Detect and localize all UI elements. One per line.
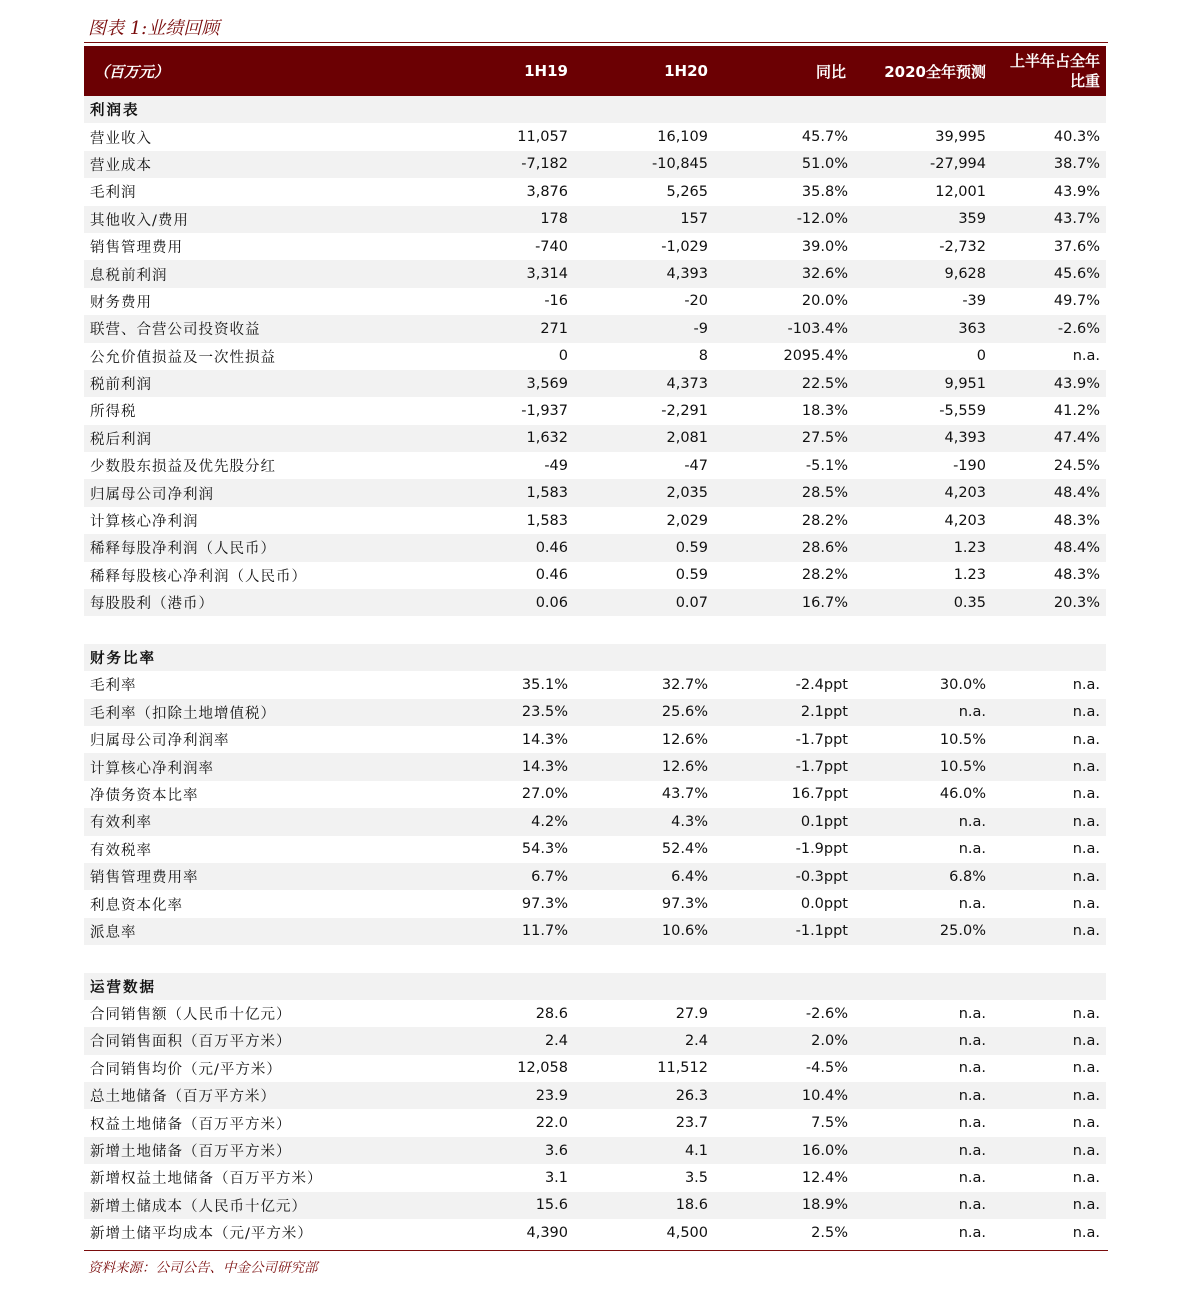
cell-2020-forecast: 359 [958,211,986,228]
cell-h1-share: 48.4% [1053,485,1100,502]
cell-h1-share: 48.3% [1053,567,1100,584]
cell-1h19: 1,632 [526,430,568,447]
cell-1h19: 1,583 [526,485,568,502]
cell-2020-forecast: 12,001 [935,183,986,200]
table-row [84,699,1106,726]
cell-1h20: 4.1 [684,1142,708,1159]
cell-1h20: 27.9 [675,1005,708,1022]
table-row [84,589,1106,616]
cell-h1-share: 20.3% [1053,594,1100,611]
cell-2020-forecast: 1.23 [953,567,986,584]
table-row [84,1027,1106,1054]
row-label: 营业收入 [90,130,152,147]
cell-yoy: 2.1ppt [800,704,848,721]
cell-yoy: 28.6% [801,539,848,556]
row-label: 归属母公司净利润率 [90,733,230,750]
cell-yoy: 2.5% [811,1224,848,1241]
cell-1h19: 3.1 [544,1169,568,1186]
cell-1h19: 12,058 [517,1060,568,1077]
header-unit-label: （百万元） [94,62,170,81]
cell-h1-share: n.a. [1072,841,1100,858]
table-header [84,46,1106,96]
cell-yoy: -2.4ppt [795,676,848,693]
table-row [84,1192,1106,1219]
cell-2020-forecast: 0 [976,348,986,365]
cell-2020-forecast: n.a. [958,704,986,721]
header-col-1h20: 1H20 [664,62,708,80]
table-row [84,1219,1106,1246]
cell-1h19: 271 [540,320,568,337]
cell-2020-forecast: n.a. [958,1005,986,1022]
cell-1h19: 0.46 [535,539,568,556]
table-row [84,918,1106,945]
cell-1h20: 2.4 [684,1032,708,1049]
cell-yoy: 20.0% [801,293,848,310]
cell-1h20: 23.7 [675,1115,708,1132]
cell-h1-share: 38.7% [1053,156,1100,173]
cell-yoy: 32.6% [801,266,848,283]
cell-1h20: -2,291 [661,402,708,419]
cell-1h19: 97.3% [521,896,568,913]
row-label: 每股股利（港币） [90,596,214,613]
cell-h1-share: n.a. [1072,1197,1100,1214]
row-label: 有效税率 [90,842,152,859]
spacer-row [84,945,1106,972]
cell-yoy: -4.5% [805,1060,848,1077]
cell-h1-share: n.a. [1072,813,1100,830]
cell-h1-share: 45.6% [1053,266,1100,283]
cell-1h20: 4.3% [671,813,708,830]
cell-yoy: 27.5% [801,430,848,447]
table-body [84,96,1106,1246]
table-row [84,1055,1106,1082]
row-label: 营业成本 [90,157,152,174]
cell-1h19: 0.46 [535,567,568,584]
cell-1h20: -10,845 [652,156,708,173]
cell-h1-share: 49.7% [1053,293,1100,310]
cell-h1-share: n.a. [1072,923,1100,940]
cell-h1-share: n.a. [1072,786,1100,803]
row-label: 销售管理费用率 [90,870,199,887]
cell-h1-share: n.a. [1072,1224,1100,1241]
bottom-divider [84,1250,1108,1251]
cell-1h19: 15.6 [535,1197,568,1214]
cell-yoy: 51.0% [801,156,848,173]
row-label: 毛利率（扣除土地增值税） [90,705,276,722]
row-label: 稀释每股净利润（人民币） [90,541,276,558]
cell-h1-share: n.a. [1072,1032,1100,1049]
table-row [84,425,1106,452]
cell-h1-share: n.a. [1072,896,1100,913]
row-label: 净债务资本比率 [90,787,199,804]
cell-1h19: -740 [535,238,568,255]
cell-2020-forecast: 4,393 [944,430,986,447]
cell-yoy: 22.5% [801,375,848,392]
table-row [84,452,1106,479]
table-row [84,288,1106,315]
cell-1h20: 4,393 [666,266,708,283]
cell-1h20: 12.6% [661,731,708,748]
row-label: 公允价值损益及一次性损益 [90,349,276,366]
cell-1h19: 11.7% [521,923,568,940]
cell-1h19: 54.3% [521,841,568,858]
section-title: 利润表 [90,103,140,120]
cell-1h20: 18.6 [675,1197,708,1214]
row-label: 利息资本化率 [90,897,183,914]
table-row [84,1164,1106,1191]
cell-2020-forecast: 9,628 [944,266,986,283]
cell-yoy: 2.0% [811,1032,848,1049]
row-label: 新增土地储备（百万平方米） [90,1144,292,1161]
cell-1h20: 157 [680,211,708,228]
cell-2020-forecast: -5,559 [939,402,986,419]
cell-h1-share: n.a. [1072,1087,1100,1104]
row-label: 毛利润 [90,185,137,202]
cell-2020-forecast: 10.5% [939,731,986,748]
cell-1h19: 3,569 [526,375,568,392]
row-label: 少数股东损益及优先股分红 [90,459,276,476]
cell-2020-forecast: -27,994 [930,156,986,173]
header-col-yoy: 同比 [815,62,846,81]
cell-yoy: 18.9% [801,1197,848,1214]
cell-1h20: 10.6% [661,923,708,940]
table-row [84,753,1106,780]
table-row [84,343,1106,370]
cell-1h20: 2,081 [666,430,708,447]
cell-h1-share: n.a. [1072,759,1100,776]
cell-yoy: 16.7% [801,594,848,611]
table-row [84,123,1106,150]
cell-1h19: 3,314 [526,266,568,283]
cell-yoy: 16.0% [801,1142,848,1159]
row-label: 税前利润 [90,377,152,394]
cell-h1-share: n.a. [1072,1005,1100,1022]
table-row [84,233,1106,260]
row-label: 税后利润 [90,431,152,448]
cell-1h20: -20 [684,293,708,310]
row-label: 合同销售面积（百万平方米） [90,1034,292,1051]
cell-2020-forecast: n.a. [958,1169,986,1186]
header-col-h1-share-line1: 上半年占全年 [1009,52,1100,70]
cell-1h19: 35.1% [521,676,568,693]
table-row [84,1082,1106,1109]
cell-yoy: 2095.4% [783,348,848,365]
row-label: 计算核心净利润 [90,514,199,531]
cell-1h20: 0.59 [675,567,708,584]
cell-yoy: 39.0% [801,238,848,255]
table-row [84,370,1106,397]
cell-yoy: -5.1% [805,457,848,474]
cell-1h19: 178 [540,211,568,228]
cell-yoy: 28.5% [801,485,848,502]
cell-2020-forecast: n.a. [958,1032,986,1049]
table-row [84,534,1106,561]
table-row [84,206,1106,233]
table-row [84,1000,1106,1027]
table-row [84,671,1106,698]
cell-1h19: 2.4 [544,1032,568,1049]
cell-1h19: 14.3% [521,731,568,748]
cell-h1-share: n.a. [1072,348,1100,365]
cell-h1-share: n.a. [1072,1142,1100,1159]
cell-h1-share: n.a. [1072,731,1100,748]
cell-h1-share: n.a. [1072,868,1100,885]
cell-yoy: -1.7ppt [795,731,848,748]
cell-h1-share: n.a. [1072,1115,1100,1132]
section-header-row [84,973,1106,1000]
cell-2020-forecast: n.a. [958,1197,986,1214]
table-row [84,151,1106,178]
cell-h1-share: 43.7% [1053,211,1100,228]
cell-1h20: 25.6% [661,704,708,721]
cell-h1-share: 41.2% [1053,402,1100,419]
cell-h1-share: n.a. [1072,704,1100,721]
table-row [84,1137,1106,1164]
cell-1h19: 4,390 [526,1224,568,1241]
table-row [84,562,1106,589]
section-header-row [84,644,1106,671]
cell-2020-forecast: n.a. [958,813,986,830]
cell-2020-forecast: 30.0% [939,676,986,693]
cell-1h19: 11,057 [517,129,568,146]
cell-yoy: 16.7ppt [791,786,848,803]
cell-2020-forecast: 4,203 [944,512,986,529]
cell-2020-forecast: 46.0% [939,786,986,803]
cell-yoy: -1.7ppt [795,759,848,776]
cell-h1-share: n.a. [1072,1169,1100,1186]
cell-1h19: -16 [544,293,568,310]
cell-1h19: 14.3% [521,759,568,776]
cell-2020-forecast: 9,951 [944,375,986,392]
row-label: 毛利率 [90,678,137,695]
cell-yoy: 7.5% [811,1115,848,1132]
cell-2020-forecast: n.a. [958,1224,986,1241]
cell-1h19: 27.0% [521,786,568,803]
cell-yoy: -0.3ppt [795,868,848,885]
cell-1h20: 8 [698,348,708,365]
cell-yoy: 35.8% [801,183,848,200]
header-col-2020-forecast: 2020全年预测 [884,62,986,81]
section-title: 运营数据 [90,979,156,996]
cell-h1-share: n.a. [1072,676,1100,693]
cell-1h20: 4,373 [666,375,708,392]
cell-2020-forecast: n.a. [958,1087,986,1104]
cell-1h20: 43.7% [661,786,708,803]
cell-1h19: -49 [544,457,568,474]
cell-1h20: 6.4% [671,868,708,885]
cell-2020-forecast: 363 [958,320,986,337]
table-row [84,315,1106,342]
cell-1h20: 32.7% [661,676,708,693]
cell-1h20: 26.3 [675,1087,708,1104]
table-row [84,781,1106,808]
cell-1h19: 1,583 [526,512,568,529]
cell-yoy: -1.9ppt [795,841,848,858]
cell-1h19: 6.7% [531,868,568,885]
cell-2020-forecast: n.a. [958,1060,986,1077]
source-note: 资料来源：公司公告、中金公司研究部 [88,1260,318,1276]
cell-h1-share: 24.5% [1053,457,1100,474]
cell-2020-forecast: -2,732 [939,238,986,255]
row-label: 新增权益土地储备（百万平方米） [90,1171,323,1188]
table-row [84,479,1106,506]
cell-1h20: -47 [684,457,708,474]
row-label: 销售管理费用 [90,240,183,257]
cell-2020-forecast: 4,203 [944,485,986,502]
cell-yoy: 10.4% [801,1087,848,1104]
cell-2020-forecast: n.a. [958,841,986,858]
row-label: 财务费用 [90,294,152,311]
cell-1h20: 2,029 [666,512,708,529]
cell-h1-share: 47.4% [1053,430,1100,447]
cell-2020-forecast: 1.23 [953,539,986,556]
table-row [84,1109,1106,1136]
cell-2020-forecast: 39,995 [935,129,986,146]
cell-h1-share: 43.9% [1053,375,1100,392]
row-label: 联营、合营公司投资收益 [90,322,261,339]
table-row [84,726,1106,753]
cell-1h20: 5,265 [666,183,708,200]
cell-yoy: 12.4% [801,1169,848,1186]
cell-yoy: -12.0% [796,211,848,228]
top-divider [84,42,1108,43]
cell-1h20: -1,029 [661,238,708,255]
cell-1h20: -9 [693,320,708,337]
cell-1h19: 0 [558,348,568,365]
cell-yoy: 18.3% [801,402,848,419]
header-col-h1-share [986,46,1100,96]
cell-yoy: 28.2% [801,567,848,584]
table-row [84,890,1106,917]
table-row [84,808,1106,835]
cell-1h20: 52.4% [661,841,708,858]
cell-yoy: -2.6% [805,1005,848,1022]
cell-1h20: 3.5 [684,1169,708,1186]
cell-yoy: 45.7% [801,129,848,146]
row-label: 稀释每股核心净利润（人民币） [90,568,307,585]
row-label: 总土地储备（百万平方米） [90,1089,276,1106]
row-label: 所得税 [90,404,137,421]
cell-1h19: 28.6 [535,1005,568,1022]
section-title: 财务比率 [90,651,156,667]
table-row [84,178,1106,205]
cell-1h20: 97.3% [661,896,708,913]
figure-title: 图表 1:业绩回顾 [88,18,220,39]
cell-yoy: -1.1ppt [795,923,848,940]
row-label: 息税前利润 [90,267,168,284]
cell-1h19: 0.06 [535,594,568,611]
cell-1h19: 4.2% [531,813,568,830]
cell-1h20: 11,512 [657,1060,708,1077]
cell-1h19: 23.9 [535,1087,568,1104]
cell-1h20: 2,035 [666,485,708,502]
row-label: 派息率 [90,924,137,941]
cell-2020-forecast: 25.0% [939,923,986,940]
table-row [84,397,1106,424]
row-label: 权益土地储备（百万平方米） [90,1116,292,1133]
row-label: 其他收入/费用 [90,212,189,229]
row-label: 计算核心净利润率 [90,760,214,777]
cell-2020-forecast: -39 [962,293,986,310]
cell-1h19: 3.6 [544,1142,568,1159]
header-col-1h19: 1H19 [524,62,568,80]
cell-2020-forecast: 0.35 [953,594,986,611]
cell-h1-share: 43.9% [1053,183,1100,200]
row-label: 新增土储平均成本（元/平方米） [90,1226,313,1243]
cell-yoy: -103.4% [787,320,848,337]
cell-1h20: 4,500 [666,1224,708,1241]
cell-2020-forecast: 10.5% [939,759,986,776]
row-label: 新增土储成本（人民币十亿元） [90,1198,307,1215]
cell-h1-share: 40.3% [1053,129,1100,146]
cell-h1-share: n.a. [1072,1060,1100,1077]
table-row [84,836,1106,863]
cell-1h20: 16,109 [657,129,708,146]
cell-2020-forecast: n.a. [958,1142,986,1159]
cell-1h19: 22.0 [535,1115,568,1132]
cell-2020-forecast: n.a. [958,896,986,913]
header-col-h1-share-line2: 比重 [1069,72,1100,90]
spacer-row [84,616,1106,643]
section-header-row [84,96,1106,123]
row-label: 归属母公司净利润 [90,486,214,503]
cell-1h19: 3,876 [526,183,568,200]
table-row [84,507,1106,534]
row-label: 有效利率 [90,815,152,832]
cell-h1-share: 37.6% [1053,238,1100,255]
cell-1h20: 12.6% [661,759,708,776]
cell-1h19: -7,182 [521,156,568,173]
cell-yoy: 0.1ppt [800,813,848,830]
cell-h1-share: -2.6% [1057,320,1100,337]
row-label: 合同销售额（人民币十亿元） [90,1007,292,1024]
cell-2020-forecast: 6.8% [949,868,986,885]
table-row [84,260,1106,287]
row-label: 合同销售均价（元/平方米） [90,1061,282,1078]
cell-1h20: 0.59 [675,539,708,556]
cell-1h19: 23.5% [521,704,568,721]
cell-2020-forecast: n.a. [958,1115,986,1132]
table-row [84,863,1106,890]
cell-h1-share: 48.3% [1053,512,1100,529]
cell-1h20: 0.07 [675,594,708,611]
cell-yoy: 28.2% [801,512,848,529]
cell-2020-forecast: -190 [953,457,986,474]
cell-1h19: -1,937 [521,402,568,419]
cell-h1-share: 48.4% [1053,539,1100,556]
cell-yoy: 0.0ppt [800,896,848,913]
